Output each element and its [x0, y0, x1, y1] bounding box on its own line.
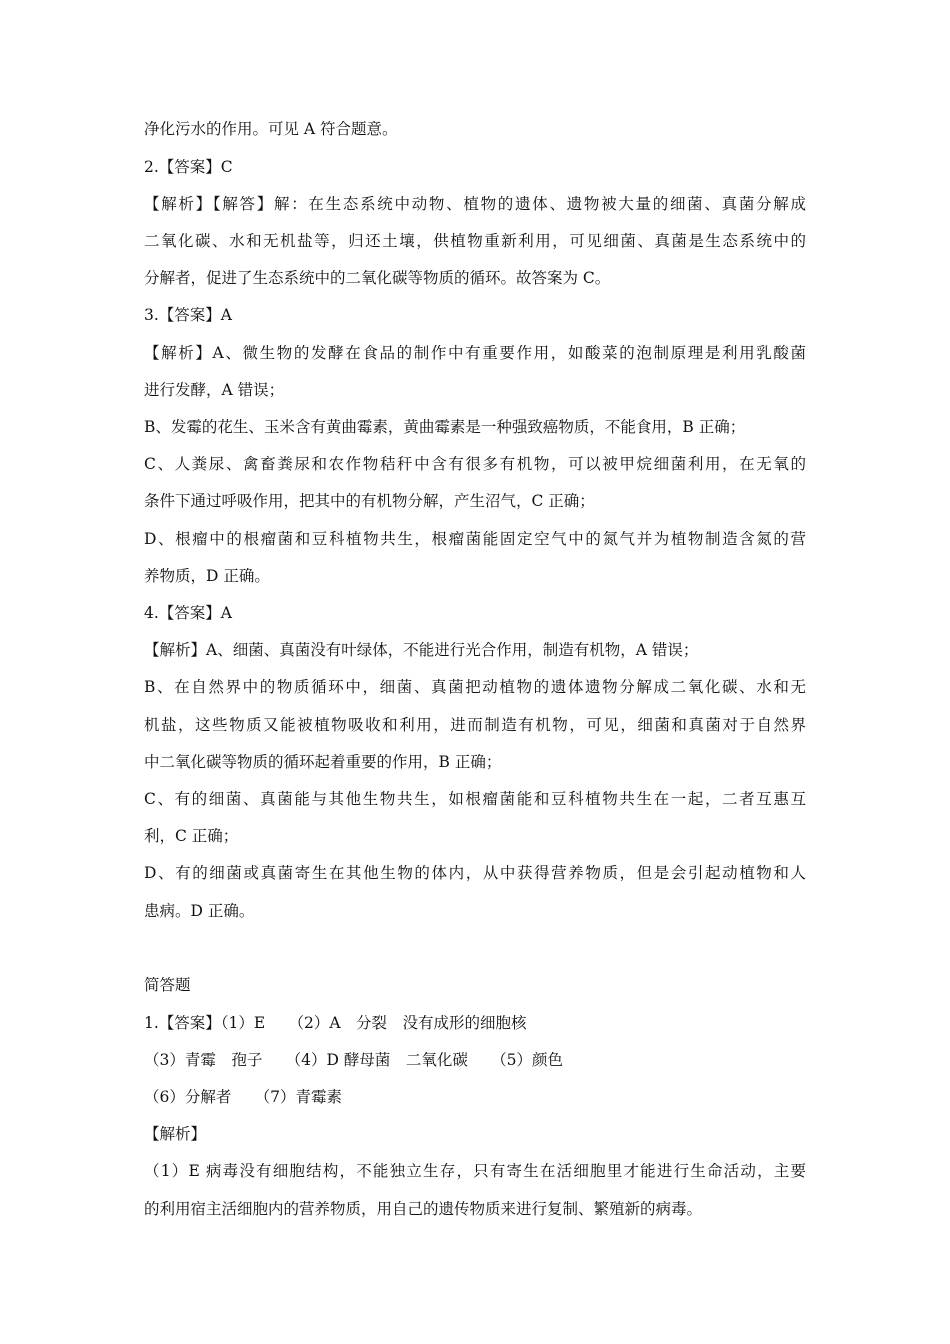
text-line: 利，C 正确；: [144, 827, 239, 845]
text-line: B、发霉的花生、玉米含有黄曲霉素，黄曲霉素是一种强致癌物质，不能食用，B 正确；: [144, 418, 746, 436]
text-line: 分解者，促进了生态系统中的二氧化碳等物质的循环。故答案为 C。: [144, 269, 611, 287]
section-heading: 简答题: [144, 976, 191, 994]
text-line: 的利用宿主活细胞内的营养物质，用自己的遗传物质来进行复制、繁殖新的病毒。: [144, 1200, 703, 1218]
text-line: 中二氧化碳等物质的循环起着重要的作用，B 正确；: [144, 753, 502, 771]
text-line: C、有的细菌、真菌能与其他生物共生，如根瘤菌能和豆科植物共生在一起，二者互惠互: [144, 790, 806, 808]
text-line: （1）E 病毒没有细胞结构，不能独立生存，只有寄生在活细胞里才能进行生命活动，主要: [144, 1162, 806, 1180]
text-line: 【解析】A、细菌、真菌没有叶绿体，不能进行光合作用，制造有机物，A 错误；: [144, 641, 699, 659]
text-line: 机盐，这些物质又能被植物吸收和利用，进而制造有机物，可见，细菌和真菌对于自然界: [144, 716, 806, 734]
text-line: 二氧化碳、水和无机盐等，归还土壤，供植物重新利用，可见细菌、真菌是生态系统中的: [144, 232, 806, 250]
analysis-heading: 【解析】: [144, 1125, 207, 1143]
text-line: 养物质，D 正确。: [144, 567, 270, 585]
text-line: （6）分解者 （7）青霉素: [144, 1088, 342, 1106]
text-line: 净化污水的作用。可见 A 符合题意。: [144, 120, 398, 138]
text-line: 【解析】A、微生物的发酵在食品的制作中有重要作用，如酸菜的泡制原理是利用乳酸菌: [144, 344, 806, 362]
text-line: D、有的细菌或真菌寄生在其他生物的体内，从中获得营养物质，但是会引起动植物和人: [144, 864, 806, 882]
text-line: B、在自然界中的物质循环中，细菌、真菌把动植物的遗体遗物分解成二氧化碳、水和无: [144, 678, 806, 696]
answer-heading: 1.【答案】（1）E （2）A 分裂 没有成形的细胞核: [144, 1014, 527, 1032]
answer-heading: 3.【答案】A: [144, 306, 232, 324]
text-line: 条件下通过呼吸作用，把其中的有机物分解，产生沼气，C 正确；: [144, 492, 595, 510]
answer-heading: 2.【答案】C: [144, 158, 233, 176]
text-line: 进行发酵，A 错误；: [144, 381, 285, 399]
text-line: （3）青霉 孢子 （4）D 酵母菌 二氧化碳 （5）颜色: [144, 1051, 563, 1069]
text-line: 【解析】【解答】解：在生态系统中动物、植物的遗体、遗物被大量的细菌、真菌分解成: [144, 195, 806, 213]
text-line: C、人粪尿、禽畜粪尿和农作物秸秆中含有很多有机物，可以被甲烷细菌利用，在无氧的: [144, 455, 806, 473]
answer-heading: 4.【答案】A: [144, 604, 232, 622]
text-line: D、根瘤中的根瘤菌和豆科植物共生，根瘤菌能固定空气中的氮气并为植物制造含氮的营: [144, 530, 806, 548]
text-line: 患病。D 正确。: [144, 902, 255, 920]
